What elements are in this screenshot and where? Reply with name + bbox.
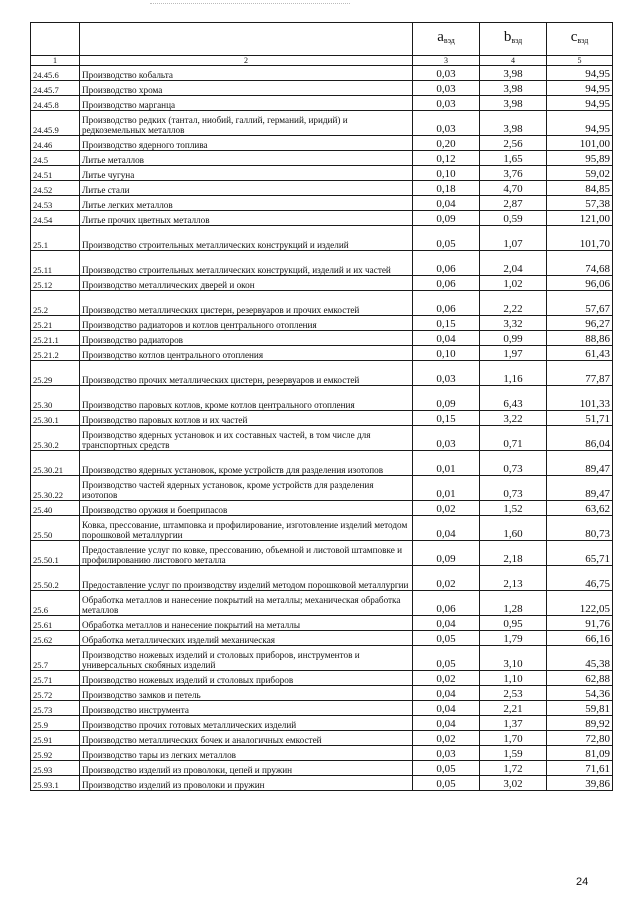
header-c-subscript: вэд [577, 36, 589, 45]
c-value-cell: 46,75 [547, 566, 613, 591]
activity-code-cell: 25.21 [31, 316, 80, 331]
a-value-cell: 0,15 [413, 316, 480, 331]
activity-name-cell: Производство строительных металлических конструкций, изделий и их частей [80, 251, 413, 276]
table-row [31, 591, 613, 616]
a-value-cell: 0,05 [413, 646, 480, 671]
activity-name-cell: Предоставление услуг по ковке, прессованию, объемной и листовой штамповке и профилированию листового металла [80, 541, 413, 566]
activity-name-cell: Производство изделий из проволоки, цепей и пружин [80, 761, 413, 776]
activity-code-cell: 24.52 [31, 181, 80, 196]
c-value-cell: 89,47 [547, 451, 613, 476]
c-value-cell: 61,43 [547, 346, 613, 361]
a-value-cell: 0,10 [413, 166, 480, 181]
c-value-cell: 89,47 [547, 476, 613, 501]
activity-name-cell: Обработка металлов и нанесение покрытий на металлы; механическая обработка металлов [80, 591, 413, 616]
a-value-cell: 0,15 [413, 411, 480, 426]
activity-code-cell: 25.30.22 [31, 476, 80, 501]
b-value-cell: 1,37 [480, 716, 547, 731]
b-value-cell: 1,59 [480, 746, 547, 761]
a-value-cell: 0,09 [413, 386, 480, 411]
c-value-cell: 63,62 [547, 501, 613, 516]
table-row [31, 81, 613, 96]
b-value-cell: 6,43 [480, 386, 547, 411]
a-value-cell: 0,09 [413, 211, 480, 226]
activity-name-cell: Литье чугуна [80, 166, 413, 181]
a-value-cell: 0,03 [413, 361, 480, 386]
activity-name-cell: Производство строительных металлических конструкций и изделий [80, 226, 413, 251]
table-row [31, 181, 613, 196]
table-row [31, 426, 613, 451]
a-value-cell: 0,04 [413, 331, 480, 346]
b-value-cell: 3,32 [480, 316, 547, 331]
c-value-cell: 84,85 [547, 181, 613, 196]
table-row [31, 516, 613, 541]
b-value-cell: 3,98 [480, 81, 547, 96]
c-value-cell: 59,81 [547, 701, 613, 716]
b-value-cell: 3,02 [480, 776, 547, 791]
c-value-cell: 72,80 [547, 731, 613, 746]
activity-code-cell: 25.21.2 [31, 346, 80, 361]
a-value-cell: 0,02 [413, 671, 480, 686]
c-value-cell: 54,36 [547, 686, 613, 701]
table-row [31, 151, 613, 166]
c-value-cell: 80,73 [547, 516, 613, 541]
activity-code-cell: 25.30.1 [31, 411, 80, 426]
a-value-cell: 0,20 [413, 136, 480, 151]
table-row [31, 251, 613, 276]
activity-name-cell: Предоставление услуг по производству изделий методом порошковой металлургии [80, 566, 413, 591]
b-value-cell: 1,10 [480, 671, 547, 686]
activity-code-cell: 25.62 [31, 631, 80, 646]
activity-code-cell: 25.93 [31, 761, 80, 776]
table-row [31, 776, 613, 791]
a-value-cell: 0,01 [413, 451, 480, 476]
activity-code-cell: 24.45.7 [31, 81, 80, 96]
activity-name-cell: Литье стали [80, 181, 413, 196]
column-number: 1 [31, 56, 80, 66]
c-value-cell: 86,04 [547, 426, 613, 451]
c-value-cell: 51,71 [547, 411, 613, 426]
activity-code-cell: 25.92 [31, 746, 80, 761]
header-b-cell [480, 23, 547, 56]
table-row [31, 476, 613, 501]
c-value-cell: 94,95 [547, 66, 613, 81]
c-value-cell: 77,87 [547, 361, 613, 386]
activity-name-cell: Производство паровых котлов, кроме котлов центрального отопления [80, 386, 413, 411]
activity-name-cell: Производство металлических цистерн, резервуаров и прочих емкостей [80, 291, 413, 316]
b-value-cell: 1,97 [480, 346, 547, 361]
a-value-cell: 0,04 [413, 716, 480, 731]
a-value-cell: 0,06 [413, 591, 480, 616]
c-value-cell: 65,71 [547, 541, 613, 566]
activity-code-cell: 25.1 [31, 226, 80, 251]
column-number-row [31, 56, 613, 66]
coefficients-table [30, 22, 613, 791]
page-number: 24 [576, 876, 589, 888]
b-value-cell: 1,52 [480, 501, 547, 516]
table-row [31, 226, 613, 251]
activity-name-cell: Литье прочих цветных металлов [80, 211, 413, 226]
activity-code-cell: 25.12 [31, 276, 80, 291]
activity-code-cell: 24.45.9 [31, 111, 80, 136]
c-value-cell: 88,86 [547, 331, 613, 346]
a-value-cell: 0,03 [413, 96, 480, 111]
header-code-cell [31, 23, 80, 56]
a-value-cell: 0,10 [413, 346, 480, 361]
table-row [31, 196, 613, 211]
a-value-cell: 0,02 [413, 731, 480, 746]
activity-code-cell: 25.7 [31, 646, 80, 671]
c-value-cell: 39,86 [547, 776, 613, 791]
b-value-cell: 3,22 [480, 411, 547, 426]
activity-name-cell: Ковка, прессование, штамповка и профилирование, изготовление изделий методом порошковой металлургии [80, 516, 413, 541]
activity-code-cell: 25.40 [31, 501, 80, 516]
c-value-cell: 62,88 [547, 671, 613, 686]
activity-name-cell: Производство хрома [80, 81, 413, 96]
activity-code-cell: 25.30.2 [31, 426, 80, 451]
table-row [31, 501, 613, 516]
table-row [31, 316, 613, 331]
activity-code-cell: 25.2 [31, 291, 80, 316]
a-value-cell: 0,09 [413, 541, 480, 566]
b-value-cell: 3,98 [480, 111, 547, 136]
activity-name-cell: Производство ядерных установок и их составных частей, в том числе для транспортных средств [80, 426, 413, 451]
activity-name-cell: Производство ядерного топлива [80, 136, 413, 151]
activity-name-cell: Производство частей ядерных установок, кроме устройств для разделения изотопов [80, 476, 413, 501]
activity-code-cell: 25.61 [31, 616, 80, 631]
a-value-cell: 0,03 [413, 746, 480, 761]
table-row [31, 671, 613, 686]
a-value-cell: 0,05 [413, 226, 480, 251]
b-value-cell: 1,72 [480, 761, 547, 776]
table-row [31, 411, 613, 426]
b-value-cell: 1,79 [480, 631, 547, 646]
activity-name-cell: Производство паровых котлов и их частей [80, 411, 413, 426]
c-value-cell: 95,89 [547, 151, 613, 166]
b-value-cell: 0,59 [480, 211, 547, 226]
table-row [31, 331, 613, 346]
activity-code-cell: 25.50.2 [31, 566, 80, 591]
table-row [31, 276, 613, 291]
table-row [31, 731, 613, 746]
table-row [31, 66, 613, 81]
activity-name-cell: Литье легких металлов [80, 196, 413, 211]
c-value-cell: 66,16 [547, 631, 613, 646]
table-row [31, 211, 613, 226]
activity-code-cell: 24.45.8 [31, 96, 80, 111]
a-value-cell: 0,06 [413, 276, 480, 291]
table-row [31, 111, 613, 136]
b-value-cell: 1,07 [480, 226, 547, 251]
activity-name-cell: Производство радиаторов и котлов центрального отопления [80, 316, 413, 331]
a-value-cell: 0,03 [413, 81, 480, 96]
c-value-cell: 91,76 [547, 616, 613, 631]
a-value-cell: 0,04 [413, 686, 480, 701]
c-value-cell: 122,05 [547, 591, 613, 616]
table-row [31, 346, 613, 361]
column-number: 3 [413, 56, 480, 66]
activity-code-cell: 24.45.6 [31, 66, 80, 81]
activity-name-cell: Литье металлов [80, 151, 413, 166]
table-row [31, 541, 613, 566]
c-value-cell: 96,06 [547, 276, 613, 291]
activity-code-cell: 25.9 [31, 716, 80, 731]
c-value-cell: 94,95 [547, 81, 613, 96]
table-row [31, 566, 613, 591]
c-value-cell: 74,68 [547, 251, 613, 276]
a-value-cell: 0,06 [413, 251, 480, 276]
b-value-cell: 0,95 [480, 616, 547, 631]
b-value-cell: 2,22 [480, 291, 547, 316]
table-row [31, 361, 613, 386]
a-value-cell: 0,04 [413, 701, 480, 716]
a-value-cell: 0,03 [413, 111, 480, 136]
table-row [31, 686, 613, 701]
a-value-cell: 0,02 [413, 501, 480, 516]
activity-code-cell: 24.54 [31, 211, 80, 226]
activity-name-cell: Производство металлических бочек и аналогичных емкостей [80, 731, 413, 746]
a-value-cell: 0,02 [413, 566, 480, 591]
b-value-cell: 0,71 [480, 426, 547, 451]
activity-code-cell: 25.73 [31, 701, 80, 716]
c-value-cell: 101,33 [547, 386, 613, 411]
b-value-cell: 1,28 [480, 591, 547, 616]
header-b-label: b [503, 29, 512, 45]
activity-name-cell: Производство металлических дверей и окон [80, 276, 413, 291]
a-value-cell: 0,04 [413, 516, 480, 541]
a-value-cell: 0,03 [413, 66, 480, 81]
table-row [31, 291, 613, 316]
a-value-cell: 0,12 [413, 151, 480, 166]
b-value-cell: 1,60 [480, 516, 547, 541]
a-value-cell: 0,06 [413, 291, 480, 316]
b-value-cell: 3,98 [480, 96, 547, 111]
b-value-cell: 3,76 [480, 166, 547, 181]
a-value-cell: 0,01 [413, 476, 480, 501]
activity-name-cell: Производство прочих готовых металлических изделий [80, 716, 413, 731]
a-value-cell: 0,03 [413, 426, 480, 451]
header-c-label: c [570, 29, 578, 45]
activity-code-cell: 25.72 [31, 686, 80, 701]
activity-name-cell: Производство марганца [80, 96, 413, 111]
activity-name-cell: Производство кобальта [80, 66, 413, 81]
b-value-cell: 2,21 [480, 701, 547, 716]
a-value-cell: 0,05 [413, 776, 480, 791]
table-row [31, 646, 613, 671]
table-row [31, 631, 613, 646]
activity-code-cell: 25.71 [31, 671, 80, 686]
activity-name-cell: Производство котлов центрального отопления [80, 346, 413, 361]
activity-code-cell: 25.21.1 [31, 331, 80, 346]
table-row [31, 96, 613, 111]
column-number: 5 [547, 56, 613, 66]
activity-code-cell: 25.93.1 [31, 776, 80, 791]
b-value-cell: 1,02 [480, 276, 547, 291]
activity-code-cell: 24.5 [31, 151, 80, 166]
c-value-cell: 71,61 [547, 761, 613, 776]
activity-code-cell: 25.29 [31, 361, 80, 386]
c-value-cell: 57,67 [547, 291, 613, 316]
table-row [31, 616, 613, 631]
header-a-cell [413, 23, 480, 56]
a-value-cell: 0,04 [413, 616, 480, 631]
table-row [31, 166, 613, 181]
b-value-cell: 0,73 [480, 451, 547, 476]
column-number: 2 [80, 56, 413, 66]
activity-code-cell: 25.30 [31, 386, 80, 411]
activity-code-cell: 24.51 [31, 166, 80, 181]
b-value-cell: 1,70 [480, 731, 547, 746]
activity-name-cell: Производство изделий из проволоки и пружин [80, 776, 413, 791]
b-value-cell: 1,65 [480, 151, 547, 166]
b-value-cell: 2,04 [480, 251, 547, 276]
c-value-cell: 101,70 [547, 226, 613, 251]
a-value-cell: 0,05 [413, 631, 480, 646]
b-value-cell: 0,99 [480, 331, 547, 346]
activity-code-cell: 25.50.1 [31, 541, 80, 566]
c-value-cell: 121,00 [547, 211, 613, 226]
table-row [31, 451, 613, 476]
c-value-cell: 59,02 [547, 166, 613, 181]
activity-name-cell: Производство тары из легких металлов [80, 746, 413, 761]
activity-code-cell: 25.11 [31, 251, 80, 276]
b-value-cell: 3,10 [480, 646, 547, 671]
c-value-cell: 94,95 [547, 111, 613, 136]
c-value-cell: 45,38 [547, 646, 613, 671]
activity-code-cell: 25.6 [31, 591, 80, 616]
b-value-cell: 2,53 [480, 686, 547, 701]
activity-name-cell: Обработка металлических изделий механическая [80, 631, 413, 646]
activity-code-cell: 24.53 [31, 196, 80, 211]
header-b-subscript: вэд [511, 36, 523, 45]
b-value-cell: 1,16 [480, 361, 547, 386]
b-value-cell: 2,87 [480, 196, 547, 211]
activity-name-cell: Производство ядерных установок, кроме устройств для разделения изотопов [80, 451, 413, 476]
activity-code-cell: 24.46 [31, 136, 80, 151]
header-c-cell [547, 23, 613, 56]
activity-name-cell: Производство ножевых изделий и столовых приборов, инструментов и универсальных скобяных изделий [80, 646, 413, 671]
a-value-cell: 0,05 [413, 761, 480, 776]
activity-name-cell: Производство прочих металлических цистерн, резервуаров и емкостей [80, 361, 413, 386]
column-number: 4 [480, 56, 547, 66]
header-a-subscript: вэд [443, 36, 455, 45]
table-row [31, 716, 613, 731]
b-value-cell: 0,73 [480, 476, 547, 501]
b-value-cell: 2,56 [480, 136, 547, 151]
c-value-cell: 101,00 [547, 136, 613, 151]
activity-name-cell: Производство оружия и боеприпасов [80, 501, 413, 516]
activity-code-cell: 25.50 [31, 516, 80, 541]
b-value-cell: 3,98 [480, 66, 547, 81]
c-value-cell: 96,27 [547, 316, 613, 331]
activity-name-cell: Производство радиаторов [80, 331, 413, 346]
activity-name-cell: Производство ножевых изделий и столовых приборов [80, 671, 413, 686]
b-value-cell: 2,13 [480, 566, 547, 591]
c-value-cell: 57,38 [547, 196, 613, 211]
c-value-cell: 89,92 [547, 716, 613, 731]
activity-name-cell: Обработка металлов и нанесение покрытий на металлы [80, 616, 413, 631]
header-a-label: a [437, 29, 444, 45]
table-row [31, 746, 613, 761]
b-value-cell: 2,18 [480, 541, 547, 566]
table-row [31, 761, 613, 776]
table-row [31, 701, 613, 716]
c-value-cell: 81,09 [547, 746, 613, 761]
table-row [31, 136, 613, 151]
a-value-cell: 0,18 [413, 181, 480, 196]
table-header-row [31, 23, 613, 56]
activity-name-cell: Производство инструмента [80, 701, 413, 716]
activity-code-cell: 25.91 [31, 731, 80, 746]
scan-artifact [150, 3, 350, 5]
header-name-cell [80, 23, 413, 56]
activity-code-cell: 25.30.21 [31, 451, 80, 476]
a-value-cell: 0,04 [413, 196, 480, 211]
activity-name-cell: Производство редких (тантал, ниобий, галлий, германий, иридий) и редкоземельных металлов [80, 111, 413, 136]
table-row [31, 386, 613, 411]
c-value-cell: 94,95 [547, 96, 613, 111]
b-value-cell: 4,70 [480, 181, 547, 196]
activity-name-cell: Производство замков и петель [80, 686, 413, 701]
